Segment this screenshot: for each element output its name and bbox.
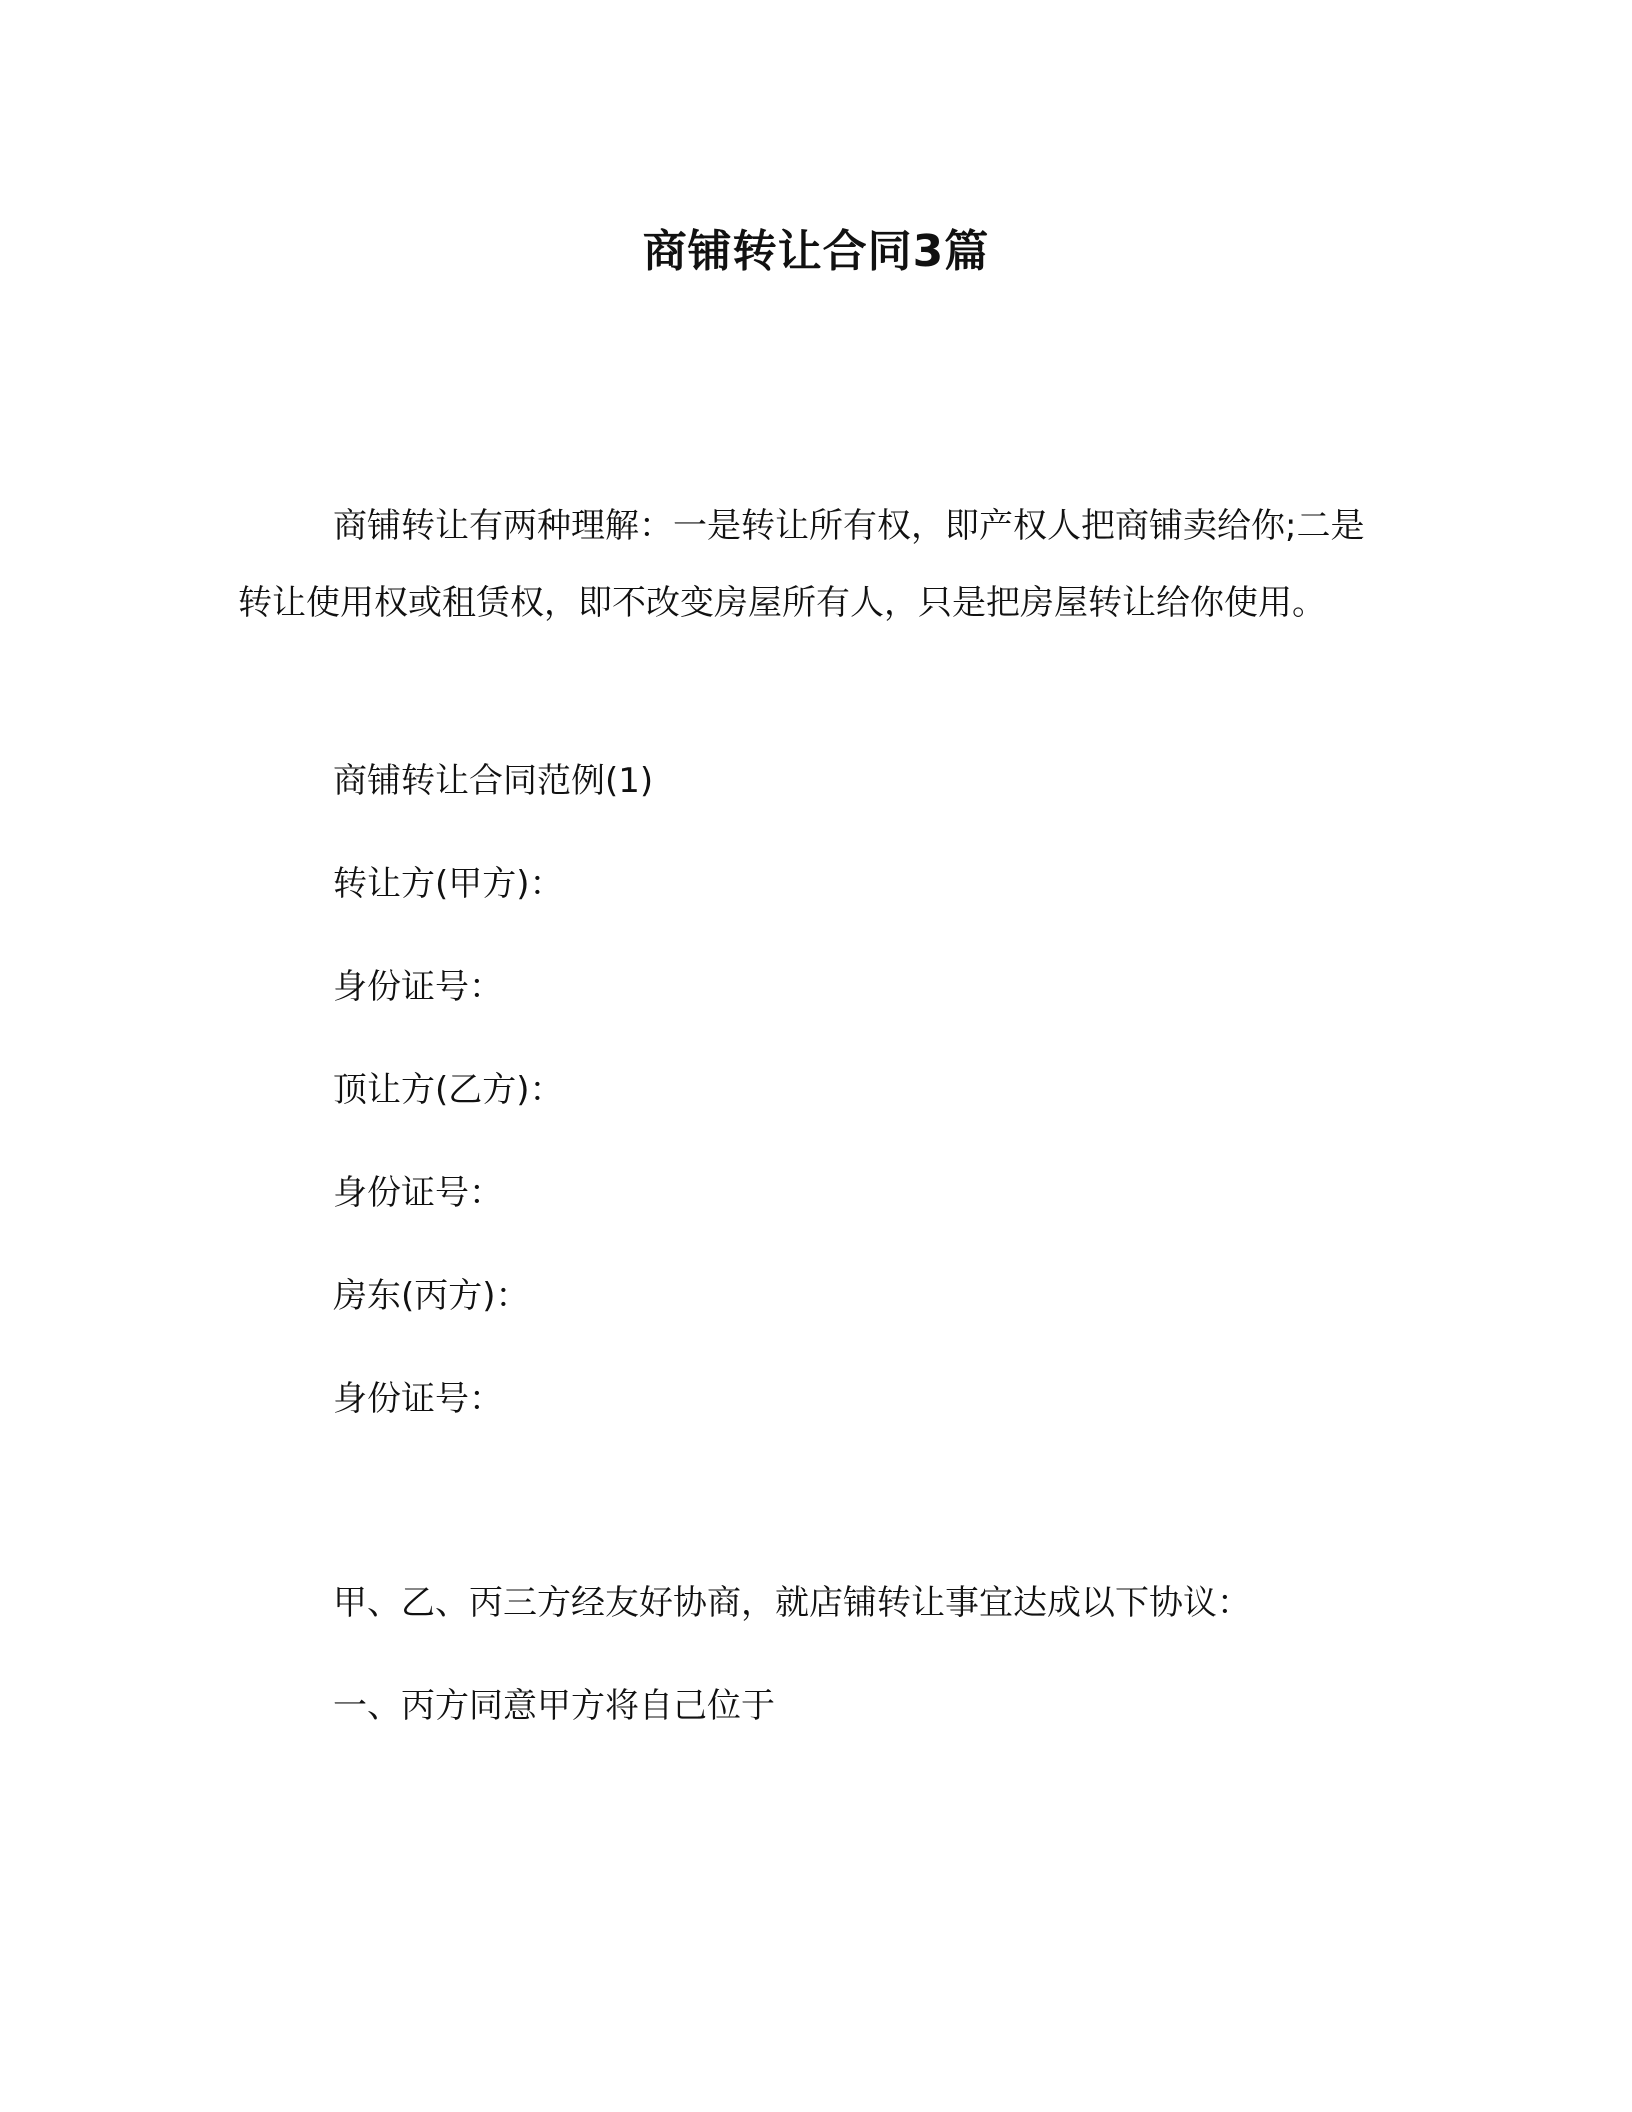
landlord-party-line: 房东(丙方)： — [333, 1276, 530, 1316]
landlord-id-line: 身份证号： — [333, 1379, 503, 1419]
intro-text: 商铺转让有两种理解：一是转让所有权，即产权人把商铺卖给你;二是转让使用权或租赁权，即不改变房屋所有人，只是把房屋转让给你使用。 — [238, 506, 1365, 623]
document-title: 商铺转让合同3篇 — [642, 226, 990, 277]
intro-paragraph — [238, 488, 1398, 642]
agreement-preamble: 甲、乙、丙三方经友好协商，就店铺转让事宜达成以下协议： — [333, 1583, 1251, 1623]
transferor-id-line: 身份证号： — [333, 967, 503, 1007]
contract-example-heading: 商铺转让合同范例(1) — [333, 761, 654, 801]
transferee-party-line: 顶让方(乙方)： — [333, 1070, 564, 1110]
transferor-party-line: 转让方(甲方)： — [333, 864, 564, 904]
clause-one: 一、丙方同意甲方将自己位于 — [333, 1686, 775, 1726]
transferee-id-line: 身份证号： — [333, 1173, 503, 1213]
